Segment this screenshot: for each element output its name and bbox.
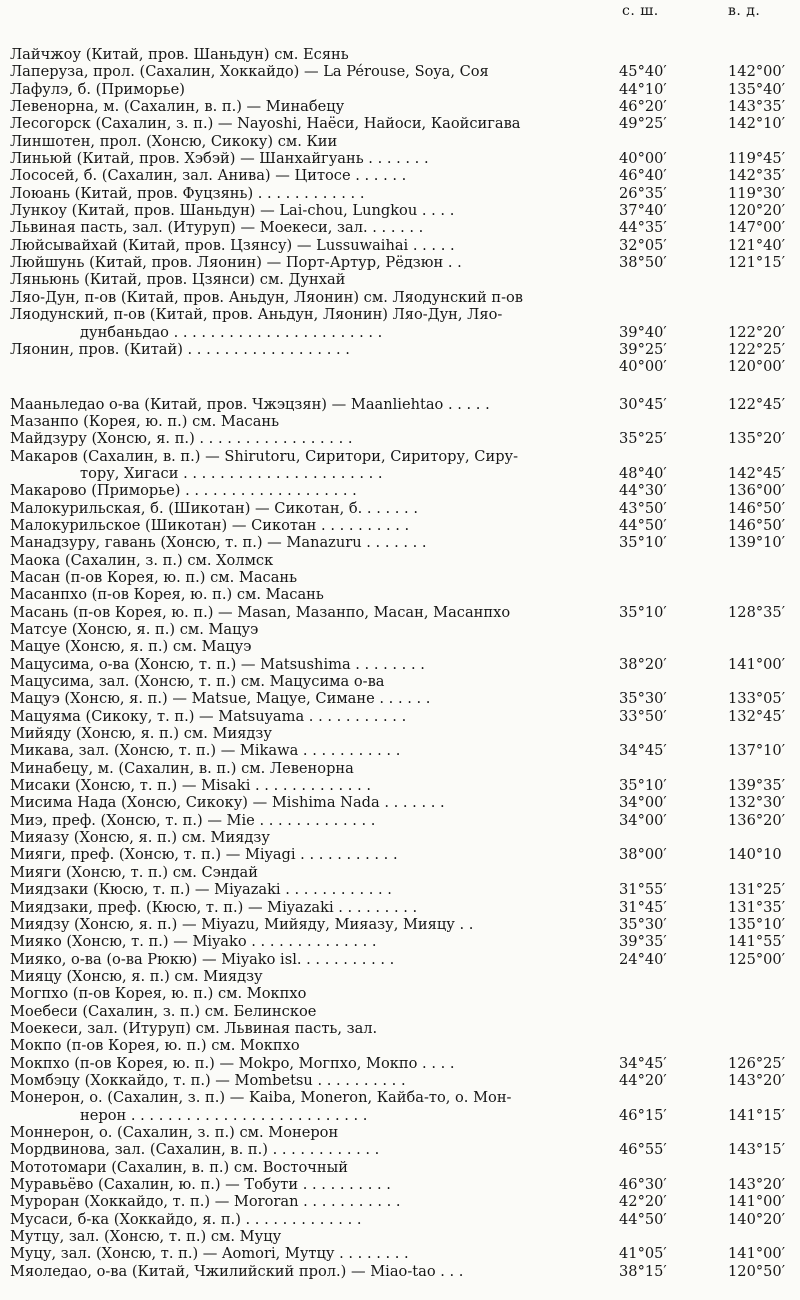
entry-longitude: 142°45′	[728, 464, 786, 482]
entry-row	[0, 1107, 800, 1124]
entry-row	[0, 219, 800, 236]
entry-longitude: 146°50′	[728, 499, 786, 517]
entry-name: Мазанпо (Корея, ю. п.) см. Масань	[10, 412, 280, 430]
entry-row	[0, 708, 800, 725]
entry-latitude: 45°40′	[619, 63, 667, 81]
entry-row	[0, 881, 800, 898]
entry-latitude: 38°15′	[619, 1262, 667, 1280]
entry-row	[0, 46, 800, 63]
entry-row	[0, 673, 800, 690]
entry-row	[0, 899, 800, 916]
entry-latitude: 31°45′	[619, 898, 667, 916]
entry-row	[0, 341, 800, 358]
entry-row	[0, 985, 800, 1002]
entry-row	[0, 324, 800, 341]
entry-name: Могпхо (п-ов Корея, ю. п.) см. Мокпхо	[10, 985, 307, 1003]
entry-name: Муцу, зал. (Хонсю, т. п.) — Aomori, Мутцу . . . . . . . .	[10, 1245, 409, 1263]
entry-name: Мацусима, зал. (Хонсю, т. п.) см. Мацусима о-ва	[10, 673, 385, 691]
entry-name: Мокпхо (п-ов Корея, ю. п.) — Mokpo, Могпхо, Мокпо . . . .	[10, 1054, 455, 1072]
entry-latitude: 46°15′	[619, 1106, 667, 1124]
entry-name: дунбаньдао . . . . . . . . . . . . . . . . . . . . . . .	[80, 323, 383, 341]
entry-row	[0, 202, 800, 219]
entry-longitude: 146°50′	[728, 516, 786, 534]
entry-name: Муравьёво (Сахалин, ю. п.) — Тобути . . . . . . . . . .	[10, 1176, 391, 1193]
entry-row	[0, 98, 800, 115]
entry-longitude: 126°25′	[728, 1054, 786, 1072]
entry-latitude: 46°40′	[619, 167, 667, 185]
entry-name: Мордвинова, зал. (Сахалин, в. п.) . . . . . . . . . . . .	[10, 1141, 380, 1159]
entry-name: Мияко (Хонсю, т. п.) — Miyako . . . . . . . . . . . . . .	[10, 933, 377, 951]
entry-longitude: 120°50′	[728, 1262, 786, 1280]
entry-latitude: 38°00′	[619, 846, 667, 864]
entry-name: нерон . . . . . . . . . . . . . . . . . . . . . . . . . .	[80, 1106, 368, 1124]
entry-row	[0, 1020, 800, 1037]
entry-name: Ляонин, пров. (Китай) . . . . . . . . . . . . . . . . . .	[10, 340, 350, 358]
entry-name: Миядзу (Хонсю, я. п.) — Miyazu, Мийяду, Мияазу, Мияцу . .	[10, 915, 474, 933]
entry-name: Микава, зал. (Хонсю, т. п.) — Mikawa . . . . . . . . . . .	[10, 742, 401, 760]
entry-row	[0, 150, 800, 167]
entry-longitude: 142°10′	[728, 115, 786, 133]
entry-longitude: 139°35′	[728, 777, 786, 795]
entry-name: Лоюань (Китай, пров. Фуцзянь) . . . . . . . . . . . .	[10, 184, 365, 202]
entry-row	[0, 133, 800, 150]
entry-name: Мияцу (Хонсю, я. п.) см. Миядзу	[10, 967, 263, 985]
entry-name: Мияги (Хонсю, т. п.) см. Сэндай	[10, 863, 258, 881]
entry-latitude: 32°05′	[619, 236, 667, 254]
entry-longitude: 131°35′	[728, 898, 786, 916]
entry-name: Миядзаки, преф. (Кюсю, т. п.) — Miyazaki . . . . . . . . .	[10, 898, 418, 916]
entry-latitude: 44°50′	[619, 516, 667, 534]
entry-name: Масан (п-ов Корея, ю. п.) см. Масань	[10, 568, 298, 586]
entry-longitude: 147°00′	[728, 219, 786, 237]
entry-latitude: 37°40′	[619, 202, 667, 220]
entry-name: Моннерон, о. (Сахалин, з. п.) см. Монерон	[10, 1123, 339, 1141]
entry-name: Ляодунский, п-ов (Китай, пров. Аньдун, Ляонин) Ляо-Дун, Ляо-	[10, 306, 503, 324]
entry-row	[0, 1141, 800, 1158]
entry-name: Майдзуру (Хонсю, я. п.) . . . . . . . . . . . . . . . . .	[10, 430, 353, 448]
entry-row	[0, 289, 800, 306]
entry-name: Монерон, о. (Сахалин, з. п.) — Kaiba, Moneron, Кайба-то, о. Мон-	[10, 1089, 512, 1107]
entry-name: Мацуе (Хонсю, я. п.) см. Мацуэ	[10, 638, 252, 656]
entry-longitude: 119°45′	[728, 150, 786, 168]
entry-name: Линьюй (Китай, пров. Хэбэй) — Шанхайгуань . . . . . . .	[10, 150, 429, 168]
entry-latitude: 34°45′	[619, 742, 667, 760]
entry-name: Лаперуза, прол. (Сахалин, Хоккайдо) — La Pérouse, Soya, Соя	[10, 63, 489, 81]
entry-row	[0, 916, 800, 933]
entry-row	[0, 1124, 800, 1141]
entry-latitude: 35°10′	[619, 603, 667, 621]
entry-latitude: 26°35′	[619, 184, 667, 202]
entry-row	[0, 465, 800, 482]
entry-longitude: 120°20′	[728, 202, 786, 220]
entry-latitude: 35°30′	[619, 915, 667, 933]
entry-row	[0, 448, 800, 465]
entry-row	[0, 552, 800, 569]
entry-row	[0, 430, 800, 447]
entry-row	[0, 81, 800, 98]
entry-row	[0, 621, 800, 638]
entry-latitude: 49°25′	[619, 115, 667, 133]
entry-name: Мияазу (Хонсю, я. п.) см. Миядзу	[10, 829, 270, 847]
entry-row	[0, 829, 800, 846]
section-gap	[0, 376, 800, 396]
entry-row	[0, 794, 800, 811]
entry-row	[0, 586, 800, 603]
entry-row	[0, 638, 800, 655]
entry-row	[0, 413, 800, 430]
entry-row	[0, 237, 800, 254]
entry-latitude: 40°00′	[619, 150, 667, 168]
entry-longitude: 128°35′	[728, 603, 786, 621]
entry-name: Мияко, о-ва (о-ва Рюкю) — Miyako isl. . . . . . . . . . .	[10, 950, 395, 968]
entry-longitude: 120°00′	[728, 358, 786, 376]
entry-row	[0, 604, 800, 621]
entry-latitude: 44°20′	[619, 1071, 667, 1089]
entry-latitude: 35°10′	[619, 777, 667, 795]
entry-row	[0, 569, 800, 586]
entry-name: Малокурильская, б. (Шикотан) — Сикотан, б. . . . . . .	[10, 499, 418, 517]
entry-latitude: 42°20′	[619, 1193, 667, 1211]
entry-row	[0, 271, 800, 288]
entry-row	[0, 1159, 800, 1176]
entry-longitude: 122°25′	[728, 340, 786, 358]
entry-longitude: 132°45′	[728, 707, 786, 725]
entry-longitude: 143°15′	[728, 1141, 786, 1159]
entry-row	[0, 306, 800, 323]
entry-latitude: 44°10′	[619, 80, 667, 98]
entry-longitude: 131°25′	[728, 881, 786, 899]
entry-latitude: 41°05′	[619, 1245, 667, 1263]
entry-name: Мокпо (п-ов Корея, ю. п.) см. Мокпхо	[10, 1037, 300, 1055]
entry-row	[0, 690, 800, 707]
entry-latitude: 40°00′	[619, 358, 667, 376]
entry-latitude: 44°50′	[619, 1210, 667, 1228]
entry-row	[0, 812, 800, 829]
entry-row	[0, 517, 800, 534]
entry-row	[0, 846, 800, 863]
entry-longitude: 122°20′	[728, 323, 786, 341]
entry-latitude: 35°10′	[619, 534, 667, 552]
entry-latitude: 44°35′	[619, 219, 667, 237]
entry-name: Малокурильское (Шикотан) — Сикотан . . . . . . . . . .	[10, 516, 410, 534]
entry-name: тору, Хигаси . . . . . . . . . . . . . . . . . . . . . .	[80, 464, 383, 482]
latitude-header: с. ш.	[622, 3, 659, 19]
entry-longitude: 121°40′	[728, 236, 786, 254]
entry-name: Левенорна, м. (Сахалин, в. п.) — Минабецу	[10, 98, 345, 116]
entry-longitude: 136°20′	[728, 811, 786, 829]
entry-name: Моекеси, зал. (Итуруп) см. Львиная пасть, зал.	[10, 1019, 378, 1037]
entry-row	[0, 167, 800, 184]
entry-row	[0, 1072, 800, 1089]
entry-name: Лесогорск (Сахалин, з. п.) — Nayoshi, Наёси, Найоси, Каойсигава	[10, 115, 521, 133]
entry-row	[0, 1003, 800, 1020]
entry-name: Лункоу (Китай, пров. Шаньдун) — Lai-chou, Lungkou . . . .	[10, 202, 455, 220]
entry-row	[0, 742, 800, 759]
entry-longitude: 135°20′	[728, 430, 786, 448]
entry-longitude: 135°40′	[728, 80, 786, 98]
entry-latitude: 46°55′	[619, 1141, 667, 1159]
entry-latitude: 33°50′	[619, 707, 667, 725]
entry-longitude: 141°55′	[728, 933, 786, 951]
entry-row	[0, 1211, 800, 1228]
entry-latitude: 44°30′	[619, 482, 667, 500]
entry-name: Лососей, б. (Сахалин, зал. Анива) — Цитосе . . . . . .	[10, 167, 407, 185]
entry-latitude: 30°45′	[619, 395, 667, 413]
entry-name: Мисаки (Хонсю, т. п.) — Misaki . . . . . . . . . . . . .	[10, 777, 371, 795]
entry-latitude: 48°40′	[619, 464, 667, 482]
entry-name: Люйсывайхай (Китай, пров. Цзянсу) — Lussuwaihai . . . . .	[10, 236, 455, 254]
entry-latitude: 43°50′	[619, 499, 667, 517]
entry-latitude: 34°00′	[619, 794, 667, 812]
entry-longitude: 119°30′	[728, 184, 786, 202]
entry-longitude: 141°00′	[728, 1193, 786, 1211]
entry-name: Львиная пасть, зал. (Итуруп) — Моекеси, зал. . . . . . .	[10, 219, 424, 237]
entry-name: Лафулэ, б. (Приморье)	[10, 80, 185, 98]
column-header	[0, 3, 800, 23]
entry-name: Мацуяма (Сикоку, т. п.) — Matsuyama . . . . . . . . . . .	[10, 707, 407, 725]
entry-longitude: 122°45′	[728, 395, 786, 413]
entry-name: Мааньледао о-ва (Китай, пров. Чжэцзян) — Maanliehtao . . . . .	[10, 395, 490, 413]
entry-longitude: 121°15′	[728, 254, 786, 272]
entry-name: Масань (п-ов Корея, ю. п.) — Masan, Мазанпо, Масан, Масанпхо	[10, 603, 511, 621]
entry-row	[0, 951, 800, 968]
entry-name: Минабецу, м. (Сахалин, в. п.) см. Левенорна	[10, 759, 354, 777]
entry-name: Масанпхо (п-ов Корея, ю. п.) см. Масань	[10, 586, 324, 604]
entry-name: Макаров (Сахалин, в. п.) — Shirutoru, Сиритори, Сиритору, Сиру-	[10, 447, 519, 465]
entry-row	[0, 185, 800, 202]
entry-name: Ляо-Дун, п-ов (Китай, пров. Аньдун, Ляонин) см. Ляодунский п-ов	[10, 288, 524, 306]
entry-longitude: 140°20′	[728, 1210, 786, 1228]
entry-latitude: 31°55′	[619, 881, 667, 899]
entry-longitude: 139°10′	[728, 534, 786, 552]
entry-longitude: 141°00′	[728, 655, 786, 673]
entry-row	[0, 968, 800, 985]
entry-latitude: 35°25′	[619, 430, 667, 448]
entry-name: Мототомари (Сахалин, в. п.) см. Восточный	[10, 1158, 348, 1176]
entry-row	[0, 1193, 800, 1210]
entry-row	[0, 396, 800, 413]
entry-longitude: 125°00′	[728, 950, 786, 968]
entry-name: Маока (Сахалин, з. п.) см. Холмск	[10, 551, 274, 569]
entry-row	[0, 760, 800, 777]
entry-name: Матсуе (Хонсю, я. п.) см. Мацуэ	[10, 621, 259, 638]
entry-latitude: 24°40′	[619, 950, 667, 968]
entry-list	[0, 46, 800, 1280]
entry-latitude: 39°35′	[619, 933, 667, 951]
entry-name: Момбэцу (Хоккайдо, т. п.) — Mombetsu . . . . . . . . . .	[10, 1071, 406, 1089]
entry-longitude: 143°20′	[728, 1176, 786, 1193]
entry-row	[0, 1089, 800, 1106]
entry-row	[0, 254, 800, 271]
entry-row	[0, 500, 800, 517]
entry-latitude: 46°20′	[619, 98, 667, 116]
entry-longitude: 141°00′	[728, 1245, 786, 1263]
entry-name: Мияги, преф. (Хонсю, т. п.) — Miyagi . . . . . . . . . . .	[10, 846, 398, 864]
entry-latitude: 38°50′	[619, 254, 667, 272]
entry-longitude: 143°35′	[728, 98, 786, 116]
entry-longitude: 135°10′	[728, 915, 786, 933]
entry-longitude: 132°30′	[728, 794, 786, 812]
entry-longitude: 136°00′	[728, 482, 786, 500]
entry-longitude: 140°10	[728, 846, 782, 864]
entry-row	[0, 1176, 800, 1193]
entry-latitude: 46°30′	[619, 1176, 667, 1193]
entry-name: Ляньюнь (Китай, пров. Цзянси) см. Дунхай	[10, 271, 346, 289]
entry-name: Мисима Нада (Хонсю, Сикоку) — Mishima Nada . . . . . . .	[10, 794, 445, 812]
entry-row	[0, 63, 800, 80]
entry-name: Мацусима, о-ва (Хонсю, т. п.) — Matsushima . . . . . . . .	[10, 655, 425, 673]
entry-row	[0, 115, 800, 132]
entry-name: Линшотен, прол. (Хонсю, Сикоку) см. Кии	[10, 132, 338, 150]
entry-longitude: 133°05′	[728, 690, 786, 708]
entry-latitude: 38°20′	[619, 655, 667, 673]
entry-latitude: 39°25′	[619, 340, 667, 358]
entry-longitude: 137°10′	[728, 742, 786, 760]
entry-name: Миядзаки (Кюсю, т. п.) — Miyazaki . . . . . . . . . . . .	[10, 881, 392, 899]
entry-name: Мутцу, зал. (Хонсю, т. п.) см. Муцу	[10, 1228, 282, 1246]
entry-latitude: 34°00′	[619, 811, 667, 829]
entry-row	[0, 864, 800, 881]
entry-longitude: 143°20′	[728, 1071, 786, 1089]
entry-name: Лайчжоу (Китай, пров. Шаньдун) см. Есянь	[10, 46, 349, 63]
entry-row	[0, 1055, 800, 1072]
entry-row	[0, 482, 800, 499]
entry-name: Мяоледао, о-ва (Китай, Чжилийский прол.) — Miao-tao . . .	[10, 1262, 464, 1280]
entry-name: Миэ, преф. (Хонсю, т. п.) — Mie . . . . . . . . . . . . .	[10, 811, 376, 829]
entry-row	[0, 933, 800, 950]
entry-name: Мацуэ (Хонсю, я. п.) — Matsue, Мацуе, Симане . . . . . .	[10, 690, 431, 708]
entry-row	[0, 1245, 800, 1262]
entry-longitude: 142°00′	[728, 63, 786, 81]
entry-row	[0, 358, 800, 375]
entry-row	[0, 656, 800, 673]
entry-row	[0, 725, 800, 742]
entry-name: Манадзуру, гавань (Хонсю, т. п.) — Manazuru . . . . . . .	[10, 534, 427, 552]
entry-row	[0, 1228, 800, 1245]
entry-name: Мусаси, б-ка (Хоккайдо, я. п.) . . . . . . . . . . . . .	[10, 1210, 362, 1228]
entry-latitude: 35°30′	[619, 690, 667, 708]
entry-name: Моебеси (Сахалин, з. п.) см. Белинское	[10, 1002, 317, 1020]
entry-row	[0, 534, 800, 551]
entry-latitude: 34°45′	[619, 1054, 667, 1072]
entry-latitude: 39°40′	[619, 323, 667, 341]
entry-name: Мийяду (Хонсю, я. п.) см. Миядзу	[10, 725, 272, 743]
entry-row	[0, 1263, 800, 1280]
entry-longitude: 141°15′	[728, 1106, 786, 1124]
entry-longitude: 142°35′	[728, 167, 786, 185]
entry-name: Муроран (Хоккайдо, т. п.) — Mororan . . . . . . . . . . .	[10, 1193, 401, 1211]
entry-row	[0, 1037, 800, 1054]
longitude-header: в. д.	[728, 3, 761, 19]
entry-name: Макарово (Приморье) . . . . . . . . . . . . . . . . . . .	[10, 482, 357, 500]
entry-row	[0, 777, 800, 794]
entry-name: Люйшунь (Китай, пров. Ляонин) — Порт-Артур, Рёдзюн . .	[10, 254, 462, 272]
